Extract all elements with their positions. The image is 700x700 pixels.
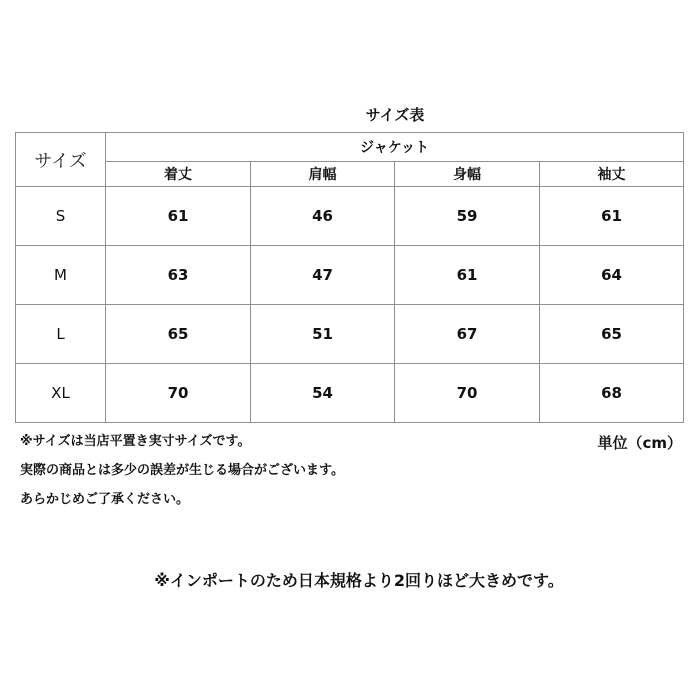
size-column-header: サイズ: [16, 133, 106, 187]
table-cell: 61: [540, 187, 684, 246]
table-row: [16, 246, 684, 305]
table-row: [16, 187, 684, 246]
size-chart-title: サイズ表: [365, 106, 425, 124]
column-header-length: 着丈: [106, 162, 251, 187]
row-size-label: XL: [16, 364, 106, 423]
column-header-sleeve: 袖丈: [540, 162, 684, 187]
note-variance: 実際の商品とは多少の誤差が生じる場合がございます。: [20, 463, 344, 478]
table-cell: 59: [395, 187, 540, 246]
table-cell: 63: [106, 246, 251, 305]
table-cell: 46: [251, 187, 395, 246]
table-cell: 47: [251, 246, 395, 305]
table-cell: 61: [395, 246, 540, 305]
table-cell: 64: [540, 246, 684, 305]
unit-label: 単位（cm）: [597, 434, 682, 452]
row-size-label: M: [16, 246, 106, 305]
table-header-row-group: [16, 133, 684, 162]
note-acknowledge: あらかじめご了承ください。: [20, 492, 190, 507]
jacket-group-header: ジャケット: [106, 133, 684, 162]
note-measurement: ※サイズは当店平置き実寸サイズです。: [20, 434, 251, 449]
table-cell: 67: [395, 305, 540, 364]
table-cell: 65: [540, 305, 684, 364]
row-size-label: S: [16, 187, 106, 246]
table-header-row-columns: [16, 162, 684, 187]
table-cell: 54: [251, 364, 395, 423]
import-size-note: ※インポートのため日本規格より2回りほど大きめです。: [154, 571, 564, 590]
table-cell: 68: [540, 364, 684, 423]
table-row: [16, 364, 684, 423]
size-table: [15, 132, 684, 423]
column-header-shoulder: 肩幅: [251, 162, 395, 187]
table-cell: 70: [395, 364, 540, 423]
column-header-chest: 身幅: [395, 162, 540, 187]
table-row: [16, 305, 684, 364]
table-cell: 61: [106, 187, 251, 246]
table-cell: 51: [251, 305, 395, 364]
table-cell: 70: [106, 364, 251, 423]
table-cell: 65: [106, 305, 251, 364]
row-size-label: L: [16, 305, 106, 364]
